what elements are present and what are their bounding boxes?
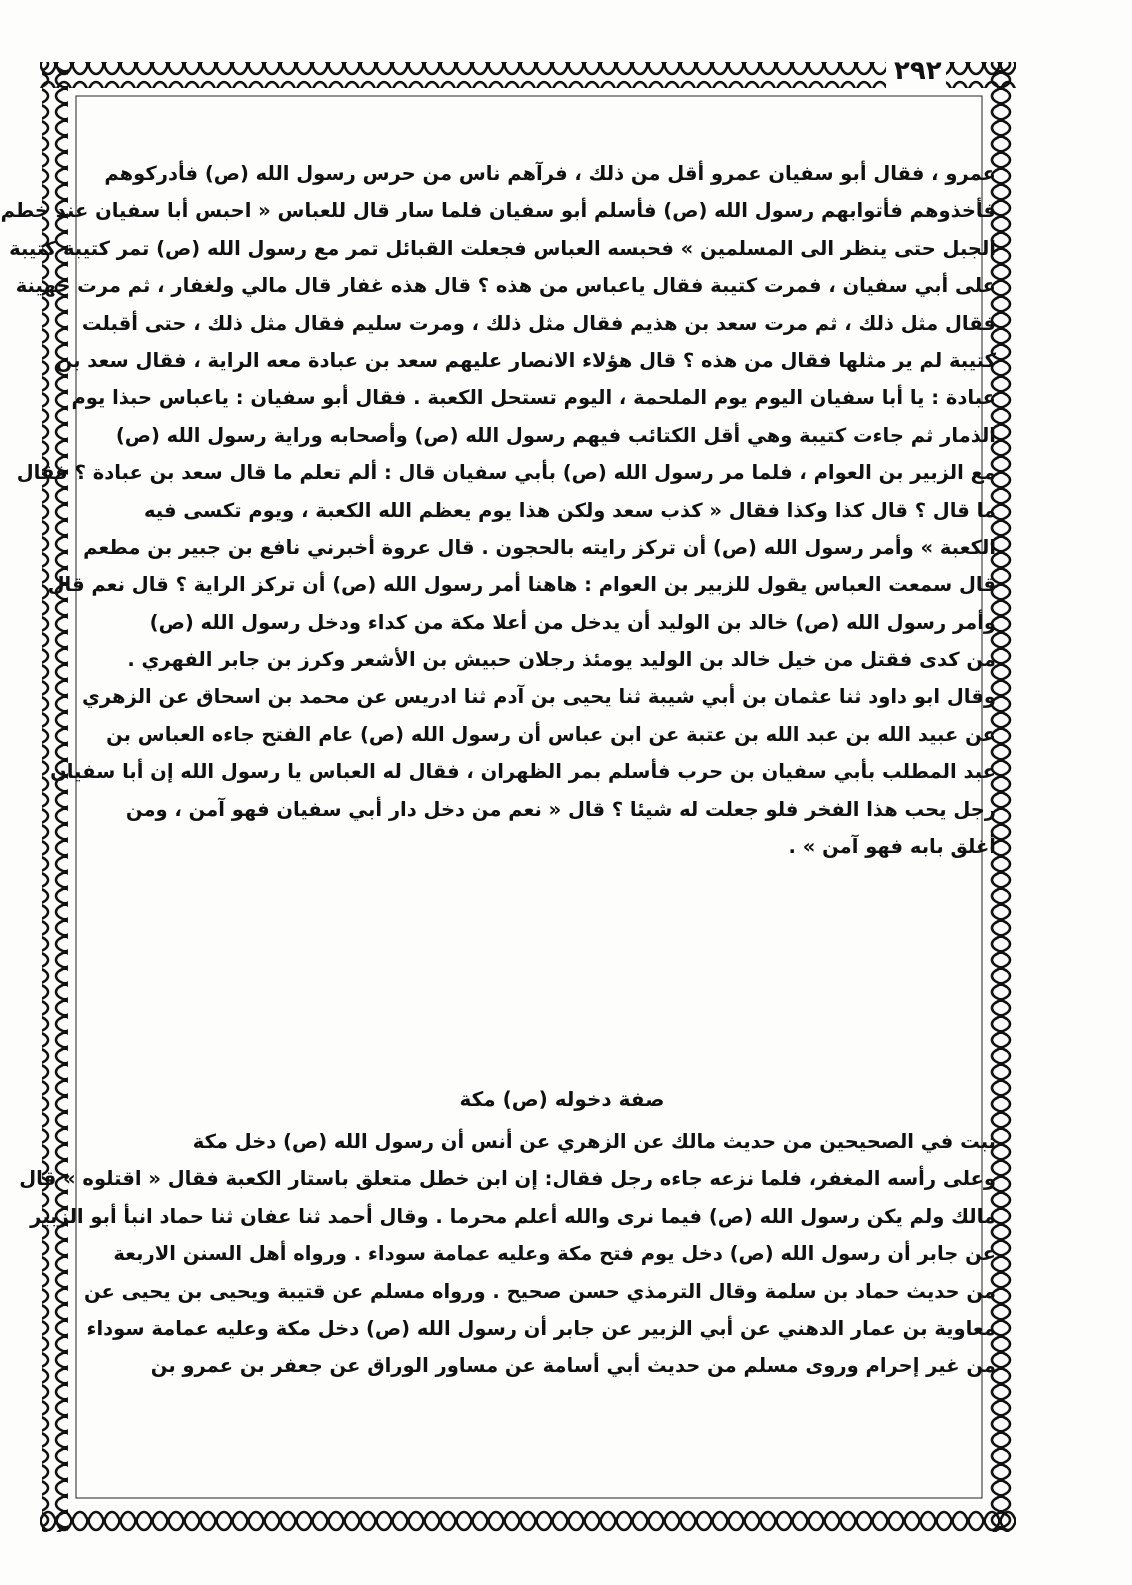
text-line: الكعبة » وأمر رسول الله (ص) أن تركز رايته بالحجون . قال عروة أخبرني نافع بن جبير بن مطعم — [83, 535, 996, 559]
text-line: عمرو ، فقال أبو سفيان عمرو أقل من ذلك ، فرآهم ناس من حرس رسول الله (ص) فأدركوهم — [104, 162, 996, 185]
text-line: عن جابر أن رسول الله (ص) دخل يوم فتح مكة وعليه عمامة سوداء . ورواه أهل السنن الاربعة — [113, 1242, 996, 1266]
text-line: وقال ابو داود ثنا عثمان بن أبي شيبة ثنا يحيى بن آدم ثنا ادريس عن محمد بن اسحاق عن الزهري — [82, 685, 996, 709]
text-line: من كدى فقتل من خيل خالد بن الوليد يومئذ رجلان حبيش بن الأشعر وكرز بن جابر الفهري . — [127, 648, 996, 672]
main-paragraph — [0, 155, 996, 865]
text-line: ما قال ؟ قال كذا وكذا فقال « كذب سعد ولكن هذا يوم يعظم الله الكعبة ، ويوم تكسى فيه — [143, 498, 996, 522]
text-line: على أبي سفيان ، فمرت كتيبة فقال ياعباس من هذه ؟ قال هذه غفار قال مالي ولغفار ، ثم مرت جهينة — [15, 274, 996, 298]
text-line: عبد المطلب بأبي سفيان بن حرب فأسلم بمر الظهران ، فقال له العباس يا رسول الله إن أبا سفيان — [50, 760, 996, 784]
page-number: ٢٩٢ — [894, 56, 942, 86]
text-line: ثبت في الصحيحين من حديث مالك عن الزهري عن أنس أن رسول الله (ص) دخل مكة — [192, 1130, 996, 1153]
text-line: مالك ولم يكن رسول الله (ص) فيما نرى والله أعلم محرما . وقال أحمد ثنا عفان ثنا حماد انبأ أبو الزبير — [30, 1204, 996, 1228]
text-line: قال سمعت العباس يقول للزبير بن العوام : هاهنا أمر رسول الله (ص) أن تركز الراية ؟ قال نعم قال — [47, 573, 996, 597]
text-line: عن عبيد الله بن عبد الله بن عتبة عن ابن عباس أن رسول الله (ص) عام الفتح جاءه العباس بن — [106, 722, 996, 746]
text-line: أغلق بابه فهو آمن » . — [788, 835, 996, 859]
text-line: مع الزبير بن العوام ، فلما مر رسول الله (ص) بأبي سفيان قال : ألم تعلم ما قال سعد بن عبادة ؟ فقال — [16, 461, 996, 485]
text-line: الجبل حتى ينظر الى المسلمين » فحبسه العباس فجعلت القبائل تمر مع رسول الله (ص) تمر كتيبة كتيبة — [9, 236, 996, 260]
text-line: عبادة : يا أبا سفيان اليوم يوم الملحمة ، اليوم تستحل الكعبة . فقال أبو سفيان : ياعباس حبذا يوم — [71, 386, 996, 410]
text-line: معاوية بن عمار الدهني عن أبي الزبير عن جابر أن رسول الله (ص) دخل مكة وعليه عمامة سوداء — [86, 1316, 996, 1340]
text-line: كتيبة لم ير مثلها فقال من هذه ؟ قال هؤلاء الانصار عليهم سعد بن عبادة معه الراية ، فقال سعد بن — [55, 348, 996, 372]
text-line: وأمر رسول الله (ص) خالد بن الوليد أن يدخل من أعلا مكة من كداء ودخل رسول الله (ص) — [149, 610, 996, 634]
text-line: من حديث حماد بن سلمة وقال الترمذي حسن صحيح . ورواه مسلم عن قتيبة ويحيى بن يحيى عن — [83, 1279, 996, 1303]
text-line: من غير إحرام وروى مسلم من حديث أبي أسامة عن مساور الوراق عن جعفر بن عمرو بن — [150, 1354, 996, 1378]
text-line: فأخذوهم فأتوابهم رسول الله (ص) فأسلم أبو سفيان فلما سار قال للعباس « احبس أبا سفيان عند خطم — [0, 199, 996, 223]
text-line: رجل يحب هذا الفخر فلو جعلت له شيئا ؟ قال « نعم من دخل دار أبي سفيان فهو آمن ، ومن — [125, 797, 996, 821]
second-paragraph — [19, 1123, 996, 1385]
text-line: الذمار ثم جاءت كتيبة وهي أقل الكتائب فيهم رسول الله (ص) وأصحابه وراية رسول الله (ص) — [115, 423, 996, 447]
section-heading: صفة دخوله (ص) مكة — [459, 1087, 665, 1111]
text-line: وعلى رأسه المغفر، فلما نزعه جاءه رجل فقال: إن ابن خطل متعلق باستار الكعبة فقال « اقتلوه » قال — [19, 1167, 996, 1191]
text-line: فقال مثل ذلك ، ثم مرت سعد بن هذيم فقال مثل ذلك ، ومرت سليم فقال مثل ذلك ، حتى أقبلت — [81, 311, 996, 335]
